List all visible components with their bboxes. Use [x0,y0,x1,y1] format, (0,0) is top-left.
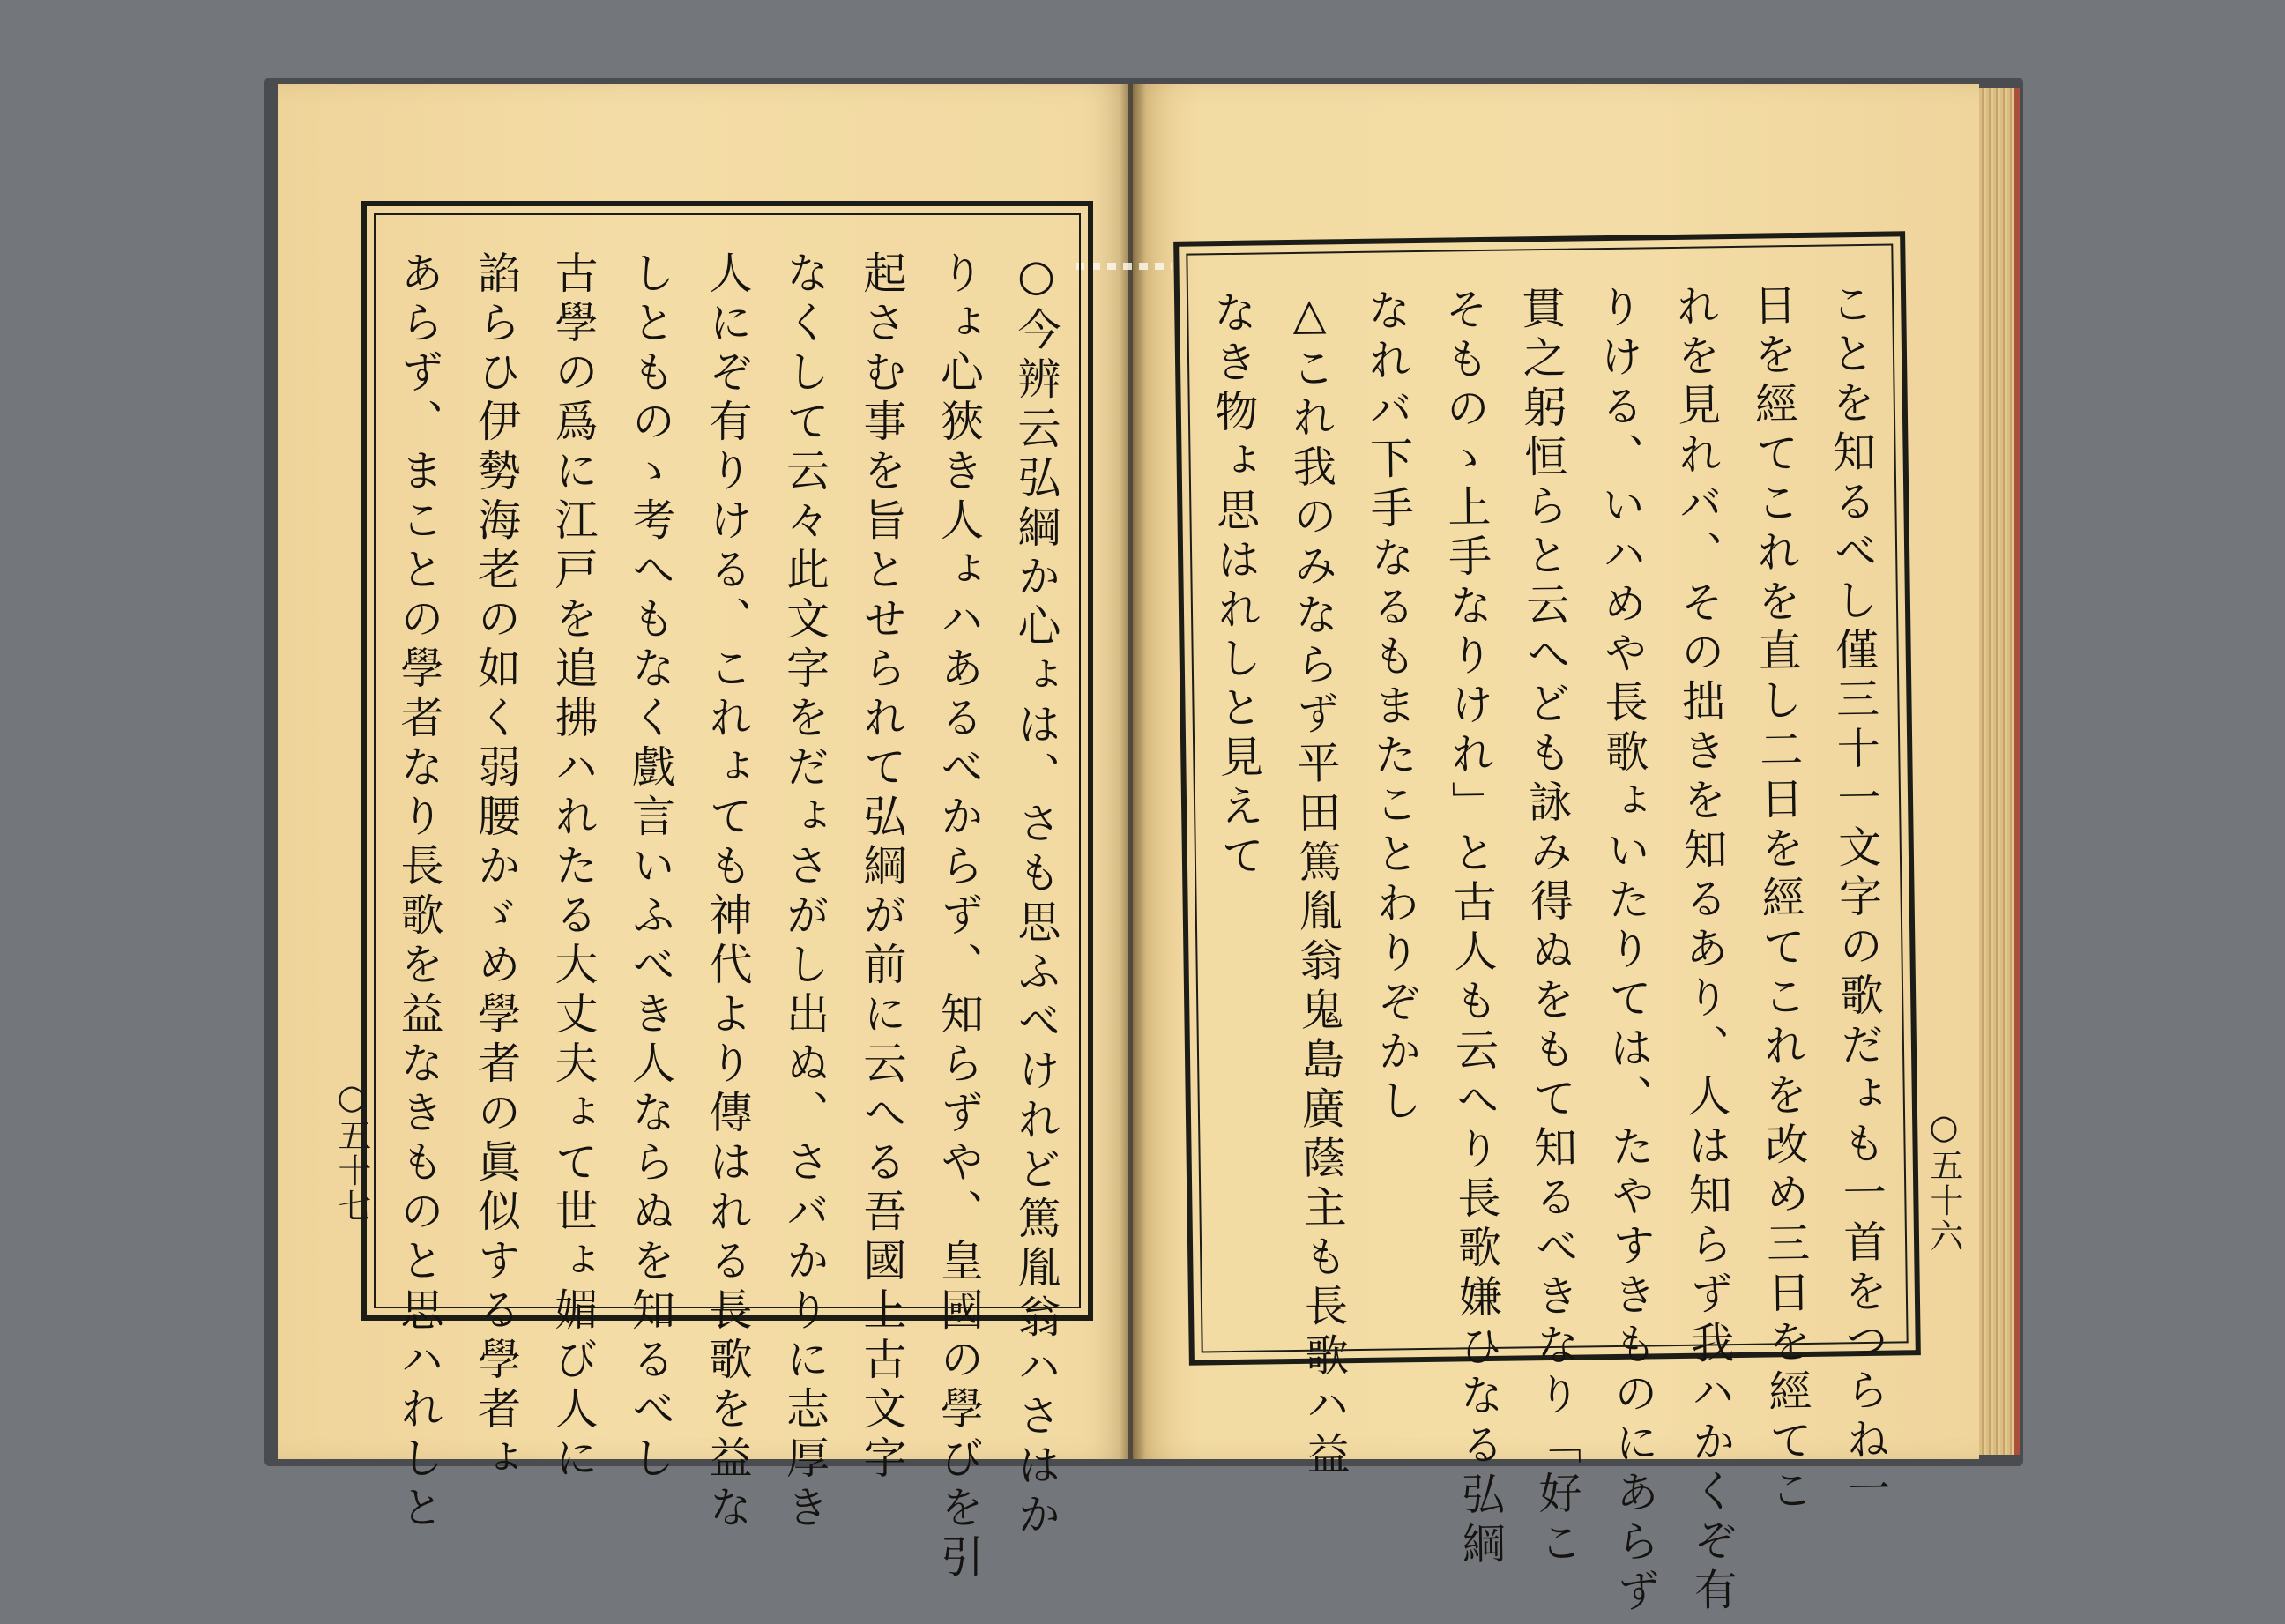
text-column: ○今辨云弘綱か心ょは、さも思ふべけれど篤胤翁ハさはか [1011,250,1061,1541]
text-column: 貫之躬恒らと云へども詠み得ぬをもて知るべきなり「好こ [1515,285,1584,1570]
left-page-number: ○五十七 [332,1077,371,1224]
text-column: ことを知るべし僅三十一文字の歌だょも一首をつらね一 [1823,280,1892,1516]
right-page-number: ○五十六 [1924,1107,1963,1254]
page-edges [1979,88,2020,1455]
right-text-frame [1173,231,1921,1619]
text-column: あらず、まことの學者なり長歌を益なきものと思ハれしと [394,250,444,1534]
text-column: りょ心狹き人ょハあるべからず、知らずや、皇國の學びを引 [934,250,985,1583]
text-column: 起さむ事を旨とせられて弘綱が前に云へる吾國上古文字 [857,250,907,1485]
text-column: △これ我のみならず平田篤胤翁鬼島廣蔭主も長歌ハ益 [1284,288,1351,1481]
left-text-columns [393,233,1061,1583]
text-column: 日を經てこれを直し二日を經てこれを改め三日を經てこ [1746,281,1814,1517]
text-column: 古學の爲に江戸を追拂ハれたる大丈夫ょて世ょ媚び人に [548,250,599,1485]
text-column: 人にぞ有りける、これょても神代より傳はれる長歌を益な [703,250,753,1534]
text-column: りける、いハめや長歌ょいたりては、たやすきものにあらず [1592,284,1662,1619]
text-column: そものゝ上手なりけれ」と古人も云へり長歌嫌ひなる弘綱 [1438,286,1507,1571]
right-text-columns [1206,264,1892,1619]
text-column: なくして云々此文字をだょさがし出ぬ、さバかりに志厚き [779,250,830,1534]
left-text-frame [361,201,1093,1583]
book-gutter [1120,84,1146,1459]
text-column: なれバ下手なるもまたことわりぞかし [1360,287,1424,1128]
text-column: 諂らひ伊勢海老の如く弱腰かゞめ學者の眞似する學者ょ [471,250,522,1485]
text-column: れを見れバ、その拙きを知るあり、人は知らず我ハかくぞ有 [1669,283,1738,1617]
text-column: なき物ょ思はれしと見えて [1206,289,1266,883]
text-column: しとものゝ考へもなく戲言いふべき人ならぬを知るべし [625,250,676,1485]
